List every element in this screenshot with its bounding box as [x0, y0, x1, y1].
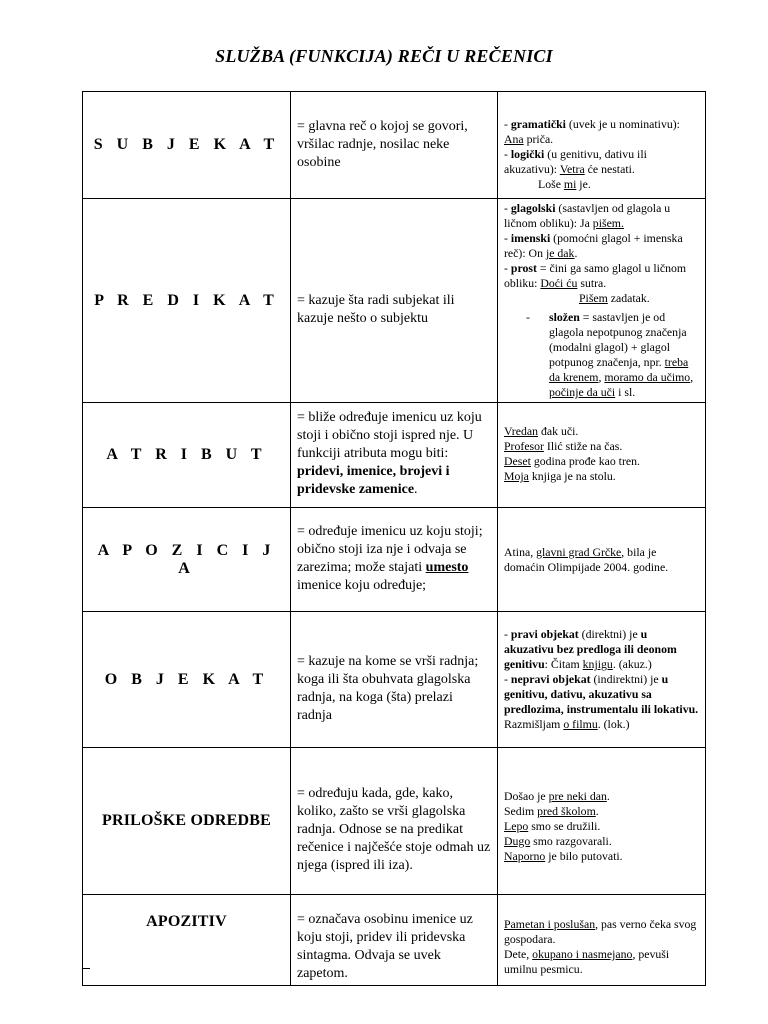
table-corner-mark [82, 968, 90, 969]
examples-apozicija: Atina, glavni grad Grčke, bila je domaćin Olimpijade 2004. godine. [498, 508, 706, 612]
definition-apozicija: = određuje imenicu uz koju stoji; obično stoji iza nje i odvaja se zarezima; može stajati umesto imenice koju određuje; [291, 508, 498, 612]
definition-subjekat: = glavna reč o kojoj se govori, vršilac radnje, nosilac neke osobine [291, 92, 498, 199]
term-atribut: A T R I B U T [83, 403, 291, 508]
examples-priloske: Došao je pre neki dan. Sedim pred školom. Lepo smo se družili. Dugo smo razgovarali. Naporno je bilo putovati. [498, 748, 706, 895]
examples-objekat: - pravi objekat (direktni) je u akuzativu bez predloga ili deonom genitivu: Čitam knjigu. (akuz.) - nepravi objekat (indirektni) je u genitivu, dativu, akuzativu sa predlozima, instrumentalu ili lokativu. Razmišljam o filmu. (lok.) [498, 612, 706, 748]
examples-apozitiv: Pametan i poslušan, pas verno čeka svog gospodara. Dete, okupano i nasmejano, pevuši umilnu pesmicu. [498, 895, 706, 986]
definition-predikat: = kazuje šta radi subjekat ili kazuje nešto o subjektu [291, 199, 498, 403]
term-subjekat: S U B J E K A T [83, 92, 291, 199]
term-apozitiv: APOZITIV [83, 895, 291, 986]
term-apozicija: A P O Z I C I J A [83, 508, 291, 612]
term-priloske: PRILOŠKE ODREDBE [83, 748, 291, 895]
functions-table [82, 91, 706, 986]
table-row-atribut [83, 403, 706, 508]
table-row-priloske [83, 748, 706, 895]
definition-apozitiv: = označava osobinu imenice uz koju stoji, pridev ili pridevska sintagma. Odvaja se uvek zapetom. [291, 895, 498, 986]
definition-objekat: = kazuje na kome se vrši radnja; koga ili šta obuhvata glagolska radnja, na koga (šta) prelazi radnja [291, 612, 498, 748]
table-row-apozicija [83, 508, 706, 612]
definition-atribut: = bliže određuje imenicu uz koju stoji i obično stoji ispred nje. U funkciji atributa mogu biti: pridevi, imenice, brojevi i pridevske zamenice. [291, 403, 498, 508]
page-title: SLUŽBA (FUNKCIJA) REČI U REČENICI [215, 46, 553, 66]
examples-predikat: - glagolski (sastavljen od glagola u ličnom obliku): Ja pišem. - imenski (pomoćni glagol + imenska reč): On je dak. - prost = čini ga samo glagol u ličnom obliku: Doći ću sutra. Pišem zadatak. - složen = sastavljen je od glagola nepotpunog značenja (modalni glagol) + glagol potpunog značenja, npr. treba da krenem, moramo da učimo, počinje da uči i sl. [498, 199, 706, 403]
term-predikat: P R E D I K A T [83, 199, 291, 403]
definition-priloske: = određuju kada, gde, kako, koliko, zašto se vrši glagolska radnja. Odnose se na predikat rečenice i najčešće stoje odmah uz njega (ispred ili iza). [291, 748, 498, 895]
table-row-objekat [83, 612, 706, 748]
table-row-predikat [83, 199, 706, 403]
table-row-subjekat [83, 92, 706, 199]
examples-atribut: Vredan đak uči. Profesor Ilić stiže na čas. Deset godina prođe kao tren. Moja knjiga je na stolu. [498, 403, 706, 508]
examples-subjekat: - gramatički (uvek je u nominativu): Ana priča. - logički (u genitivu, dativu ili akuzativu): Vetra će nestati. Loše mi je. [498, 92, 706, 199]
term-objekat: O B J E K A T [83, 612, 291, 748]
table-row-apozitiv [83, 895, 706, 986]
